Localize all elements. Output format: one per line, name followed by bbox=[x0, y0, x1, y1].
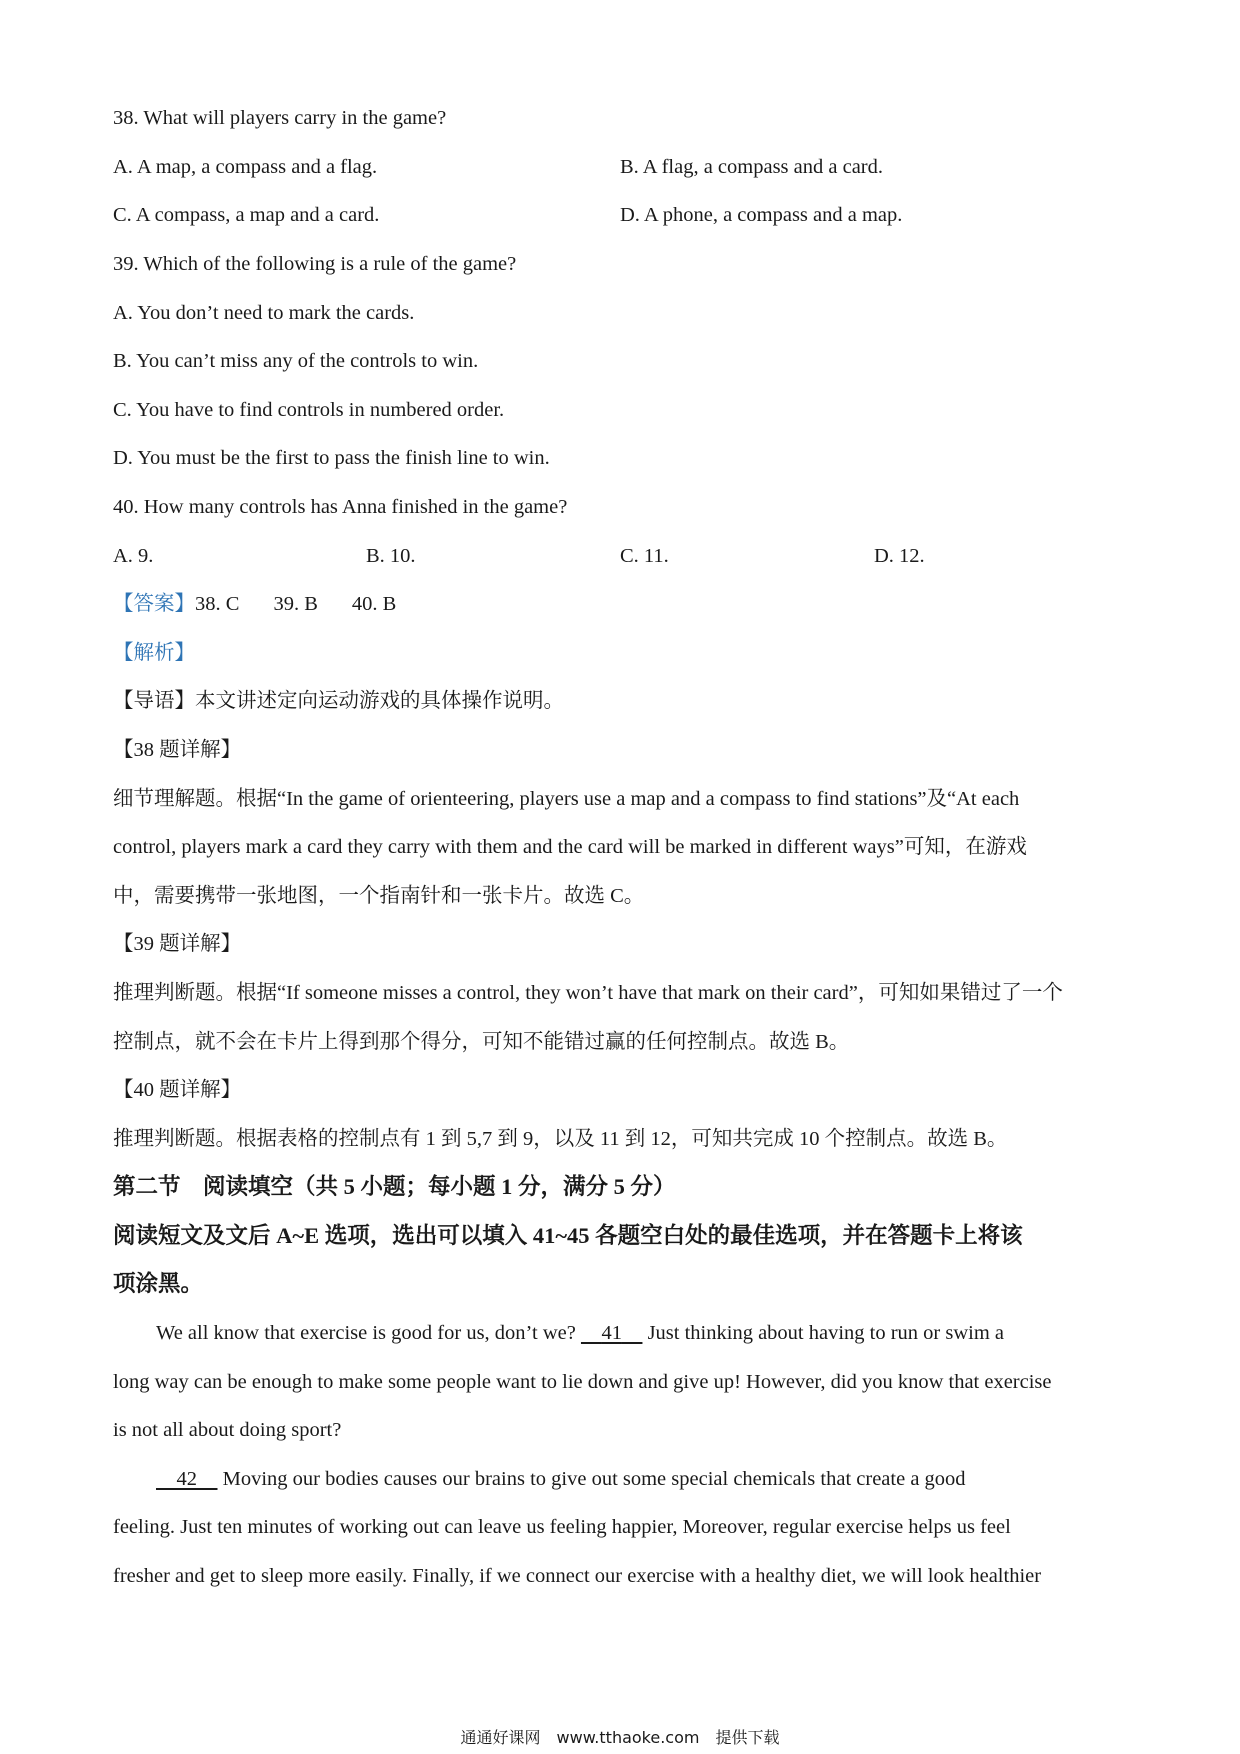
intro-text: 【导语】本文讲述定向运动游戏的具体操作说明。 bbox=[113, 690, 564, 712]
passage-p1-text-before: We all know that exercise is good for us, don’t we? bbox=[156, 1322, 581, 1344]
question-38-option-b: B. A flag, a compass and a card. bbox=[620, 156, 884, 178]
question-40-option-c: C. 11. bbox=[620, 545, 669, 567]
passage-p1-line-1 bbox=[156, 1318, 1004, 1348]
answer-item-39: 39. B bbox=[273, 593, 318, 615]
question-40-option-d: D. 12. bbox=[874, 545, 925, 567]
detail-39-heading: 【39 题详解】 bbox=[113, 933, 242, 955]
question-38-stem: 38. What will players carry in the game? bbox=[113, 107, 447, 129]
answer-label: 【答案】 bbox=[113, 593, 195, 615]
passage-p1-line-2: long way can be enough to make some people want to lie down and give up! However, did you know that exercise bbox=[113, 1371, 1052, 1393]
detail-38-heading: 【38 题详解】 bbox=[113, 739, 242, 761]
answer-item-40: 40. B bbox=[351, 593, 397, 615]
passage-p1-line-3: is not all about doing sport? bbox=[113, 1419, 342, 1441]
page-footer: 通通好课网 www.tthaoke.com 提供下载 bbox=[460, 1728, 780, 1747]
question-38-option-c: C. A compass, a map and a card. bbox=[113, 204, 380, 226]
question-39-stem: 39. Which of the following is a rule of the game? bbox=[113, 253, 517, 275]
passage-p2-text-after: Moving our bodies causes our brains to give out some special chemicals that create a good bbox=[217, 1468, 966, 1490]
detail-40-heading: 【40 题详解】 bbox=[113, 1079, 242, 1101]
question-39-option-d: D. You must be the first to pass the finish line to win. bbox=[113, 447, 550, 469]
blank-41-number: 41 bbox=[601, 1322, 622, 1344]
question-40-stem: 40. How many controls has Anna finished in the game? bbox=[113, 496, 568, 518]
blank-41 bbox=[581, 1318, 643, 1348]
section-title: 第二节 阅读填空（共 5 小题；每小题 1 分，满分 5 分） bbox=[113, 1174, 676, 1199]
passage-p1-text-after: Just thinking about having to run or swim a bbox=[642, 1322, 1005, 1344]
passage-p2-line-3: fresher and get to sleep more easily. Finally, if we connect our exercise with a healthy diet, we will look healthier bbox=[113, 1565, 1042, 1587]
section-instruction-line-1: 阅读短文及文后 A~E 选项，选出可以填入 41~45 各题空白处的最佳选项，并在答题卡上将该 bbox=[113, 1223, 1023, 1248]
question-40-option-a: A. 9. bbox=[113, 545, 154, 567]
detail-38-line-3: 中，需要携带一张地图，一个指南针和一张卡片。故选 C。 bbox=[113, 885, 645, 907]
answer-item-38: 38. C bbox=[195, 593, 240, 615]
detail-40-line-1: 推理判断题。根据表格的控制点有 1 到 5,7 到 9，以及 11 到 12，可知共完成 10 个控制点。故选 B。 bbox=[113, 1128, 1008, 1150]
section-instruction-line-2: 项涂黑。 bbox=[113, 1271, 204, 1296]
detail-39-line-2: 控制点，就不会在卡片上得到那个得分，可知不能错过赢的任何控制点。故选 B。 bbox=[113, 1031, 850, 1053]
detail-38-line-1: 细节理解题。根据“In the game of orienteering, players use a map and a compass to find stations”及“At each bbox=[113, 788, 1020, 810]
analysis-label: 【解析】 bbox=[113, 642, 195, 664]
question-38-option-d: D. A phone, a compass and a map. bbox=[620, 204, 903, 226]
question-39-option-b: B. You can’t miss any of the controls to win. bbox=[113, 350, 479, 372]
question-39-option-a: A. You don’t need to mark the cards. bbox=[113, 302, 415, 324]
blank-42-number: 42 bbox=[176, 1468, 197, 1490]
blank-42 bbox=[156, 1464, 218, 1494]
passage-p2-line-1 bbox=[156, 1464, 966, 1494]
question-38-option-a: A. A map, a compass and a flag. bbox=[113, 156, 378, 178]
question-39-option-c: C. You have to find controls in numbered order. bbox=[113, 399, 505, 421]
question-40-option-b: B. 10. bbox=[366, 545, 416, 567]
answer-line bbox=[113, 589, 396, 619]
detail-38-line-2: control, players mark a card they carry with them and the card will be marked in different ways”可知，在游戏 bbox=[113, 836, 1027, 858]
detail-39-line-1: 推理判断题。根据“If someone misses a control, they won’t have that mark on their card”，可知如果错过了一个 bbox=[113, 982, 1063, 1004]
passage-p2-line-2: feeling. Just ten minutes of working out can leave us feeling happier, Moreover, regular exercise helps us feel bbox=[113, 1516, 1011, 1538]
